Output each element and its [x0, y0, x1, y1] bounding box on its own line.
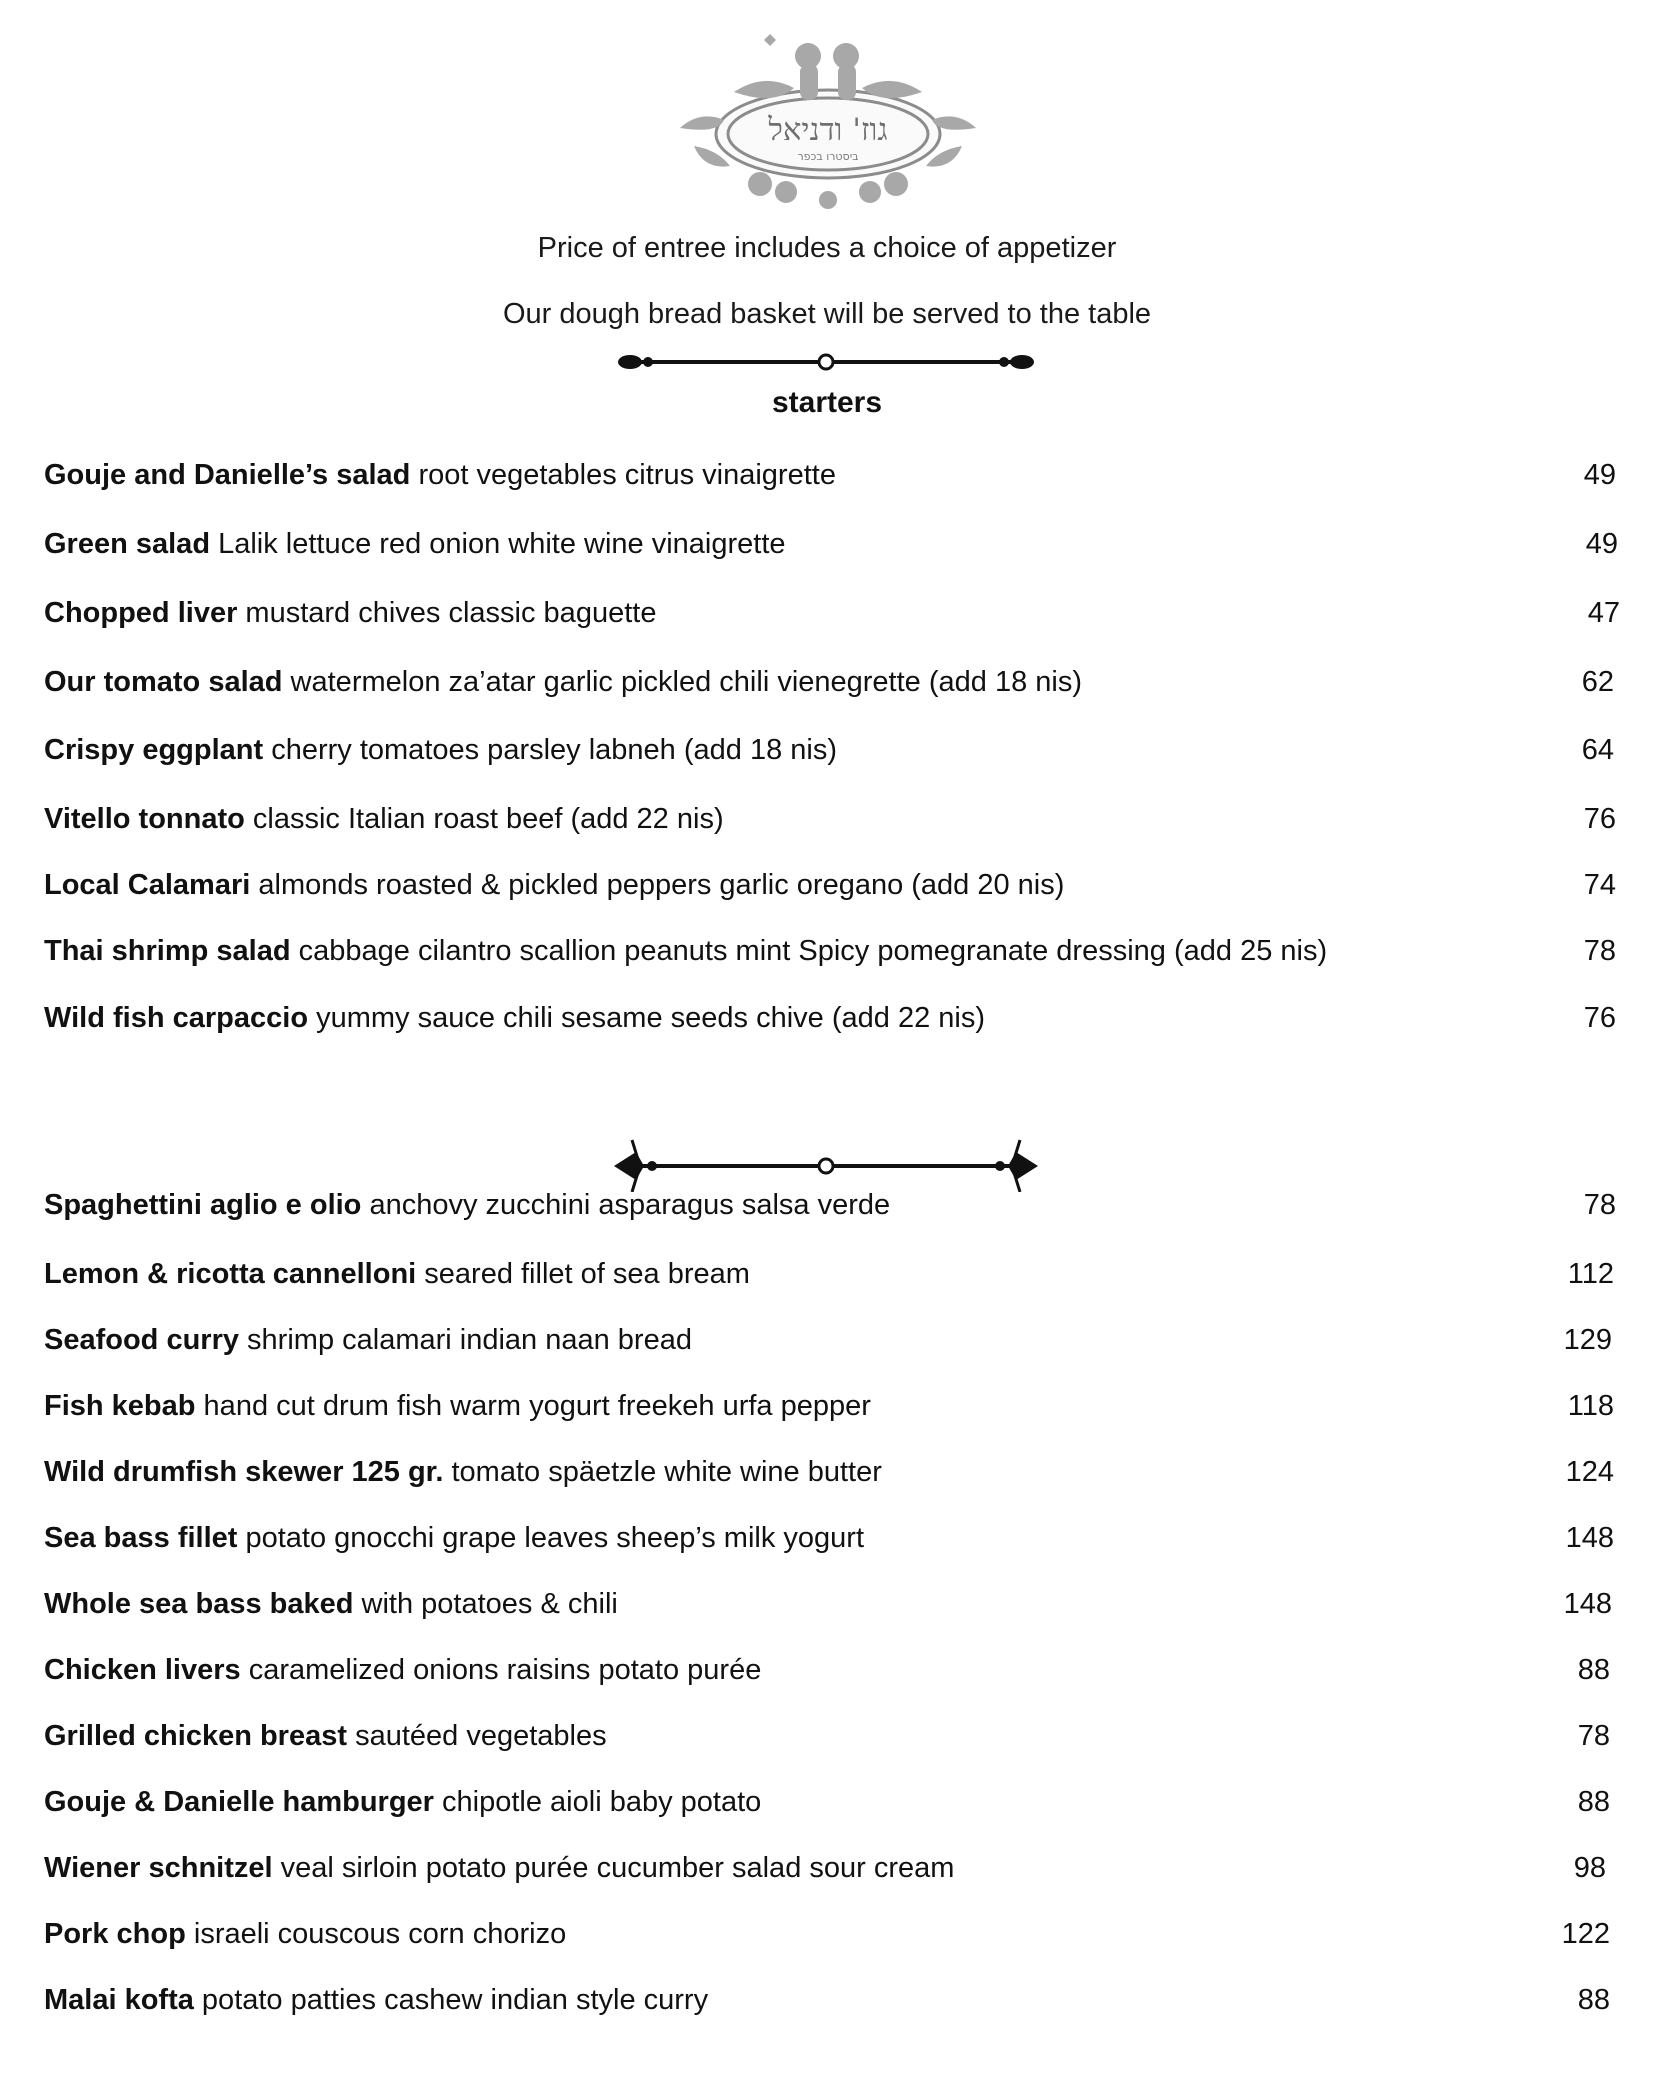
dish-price: 129	[1563, 1324, 1612, 1356]
dish-description: israeli couscous corn chorizo	[185, 1918, 567, 1950]
dish-name: Lemon & ricotta cannelloni	[44, 1258, 417, 1290]
menu-item	[44, 866, 1616, 904]
dish-price: 88	[1577, 1984, 1610, 2016]
dish-price: 112	[1567, 1258, 1614, 1290]
dish-description: tomato späetzle white wine butter	[443, 1456, 882, 1488]
menu-item	[44, 1321, 1616, 1359]
dish-name: Chicken livers	[44, 1654, 241, 1686]
dish-name: Sea bass fillet	[44, 1522, 238, 1554]
dish-name: Wiener schnitzel	[44, 1852, 273, 1884]
menu-item	[44, 1585, 1616, 1623]
dish-price: 78	[1577, 1720, 1610, 1752]
dish-description: veal sirloin potato purée cucumber salad sour cream	[272, 1852, 955, 1884]
dish-name: Wild fish carpaccio	[44, 1002, 309, 1034]
menu-item	[44, 1387, 1616, 1425]
menu-item	[44, 1453, 1616, 1491]
dish-description: potato patties cashew indian style curry	[193, 1984, 709, 2016]
menu-item	[44, 594, 1620, 632]
dish-name: Gouje & Danielle hamburger	[44, 1786, 434, 1818]
dish-description: caramelized onions raisins potato purée	[240, 1654, 762, 1686]
dish-price: 76	[1583, 1002, 1616, 1034]
dish-description: classic Italian roast beef (add 22 nis)	[244, 803, 724, 835]
menu-item	[44, 1849, 1616, 1887]
menu-item	[44, 800, 1616, 838]
dish-price: 62	[1581, 666, 1614, 698]
menu-item	[44, 1981, 1616, 2019]
dish-name: Spaghettini aglio e olio	[44, 1189, 362, 1221]
dish-name: Chopped liver	[44, 597, 238, 629]
dish-name: Seafood curry	[44, 1324, 239, 1356]
dish-description: almonds roasted & pickled peppers garlic oregano (add 20 nis)	[250, 869, 1065, 901]
logo-title: גוז' ודניאל	[768, 112, 888, 148]
dish-description: potato gnocchi grape leaves sheep’s milk yogurt	[237, 1522, 864, 1554]
dish-description: cherry tomatoes parsley labneh (add 18 nis)	[263, 734, 838, 766]
dish-description: root vegetables citrus vinaigrette	[410, 459, 836, 491]
dish-description: cabbage cilantro scallion peanuts mint Spicy pomegranate dressing (add 25 nis)	[290, 935, 1328, 967]
dish-name: Our tomato salad	[44, 666, 283, 698]
dish-price: 49	[1585, 528, 1618, 560]
dish-price: 47	[1587, 597, 1620, 629]
dish-price: 88	[1577, 1786, 1610, 1818]
dish-description: seared fillet of sea bream	[416, 1258, 750, 1290]
intro-line-1: Price of entree includes a choice of appetizer	[537, 232, 1117, 264]
dish-price: 78	[1583, 1189, 1616, 1221]
menu-item	[44, 932, 1616, 970]
dish-description: anchovy zucchini asparagus salsa verde	[361, 1189, 891, 1221]
starters-heading: starters	[771, 386, 883, 419]
menu-item	[44, 1717, 1616, 1755]
dish-name: Thai shrimp salad	[44, 935, 291, 967]
dish-description: sautéed vegetables	[347, 1720, 607, 1752]
dish-price: 124	[1565, 1456, 1614, 1488]
dish-price: 148	[1565, 1522, 1614, 1554]
dish-name: Crispy eggplant	[44, 734, 264, 766]
dish-price: 78	[1583, 935, 1616, 967]
menu-item	[44, 1783, 1616, 1821]
dish-price: 148	[1563, 1588, 1612, 1620]
dish-description: Lalik lettuce red onion white wine vinaigrette	[210, 528, 786, 560]
dish-description: watermelon za’atar garlic pickled chili vienegrette (add 18 nis)	[282, 666, 1082, 698]
menu-item	[44, 525, 1616, 563]
dish-price: 118	[1567, 1390, 1614, 1422]
dish-name: Malai kofta	[44, 1984, 194, 2016]
dish-name: Pork chop	[44, 1918, 186, 1950]
dish-name: Green salad	[44, 528, 211, 560]
menu-item	[44, 1651, 1616, 1689]
dish-price: 98	[1573, 1852, 1606, 1884]
menu-item	[44, 999, 1616, 1037]
menu-item	[44, 1519, 1616, 1557]
menu-item	[44, 1915, 1616, 1953]
restaurant-logo	[674, 26, 982, 212]
dish-price: 122	[1561, 1918, 1610, 1950]
dish-description: chipotle aioli baby potato	[433, 1786, 762, 1818]
dish-price: 49	[1583, 459, 1616, 491]
divider-ornament-icon	[608, 334, 1044, 386]
dish-name: Local Calamari	[44, 869, 251, 901]
dish-description: yummy sauce chili sesame seeds chive (add 22 nis)	[308, 1002, 985, 1034]
dish-name: Gouje and Danielle’s salad	[44, 459, 411, 491]
menu-item	[44, 1186, 1616, 1224]
dish-description: shrimp calamari indian naan bread	[239, 1324, 692, 1356]
dish-name: Wild drumfish skewer 125 gr.	[44, 1456, 444, 1488]
logo-subtitle: ביסטרו בכפר	[797, 150, 859, 163]
intro-line-2: Our dough bread basket will be served to the table	[502, 298, 1152, 330]
dish-name: Fish kebab	[44, 1390, 196, 1422]
menu-item	[44, 731, 1616, 769]
dish-price: 76	[1583, 803, 1616, 835]
dish-name: Vitello tonnato	[44, 803, 245, 835]
menu-item	[44, 1255, 1616, 1293]
dish-description: mustard chives classic baguette	[237, 597, 657, 629]
menu-item	[44, 663, 1616, 701]
dish-price: 64	[1581, 734, 1614, 766]
dish-name: Whole sea bass baked	[44, 1588, 354, 1620]
dish-price: 88	[1577, 1654, 1610, 1686]
divider-ornament-icon	[608, 1138, 1044, 1192]
dish-description: hand cut drum fish warm yogurt freekeh urfa pepper	[195, 1390, 871, 1422]
dish-name: Grilled chicken breast	[44, 1720, 348, 1752]
dish-description: with potatoes & chili	[353, 1588, 618, 1620]
dish-price: 74	[1583, 869, 1616, 901]
menu-item	[44, 456, 1616, 494]
